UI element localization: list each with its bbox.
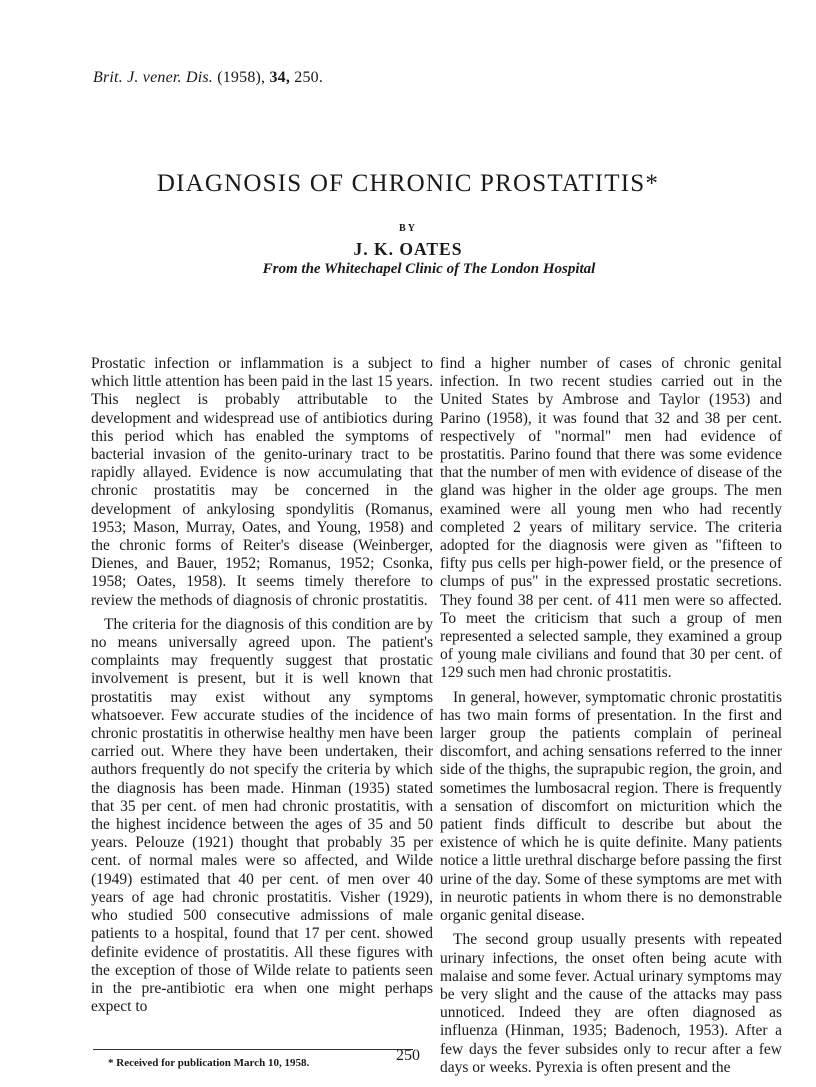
right-column — [440, 355, 782, 1077]
author-name: J. K. OATES — [353, 239, 463, 259]
paragraph: The second group usually presents with repeated urinary infections, the onset often being acute with malaise and some fever. Actual urinary symptoms may be very slight and the cause of the attacks may pass unnoticed. Indeed they are often diagnosed as influenza (Hinman, 1935; Badenoch, 1953). After a few days the fever subsides only to recur after a few days or weeks. Pyrexia is often present and the — [440, 931, 782, 1076]
journal-name: Brit. J. vener. Dis. — [93, 69, 213, 86]
author-affiliation: From the Whitechapel Clinic of The London Hospital — [262, 261, 596, 277]
paragraph: The criteria for the diagnosis of this condition are by no means universally agreed upon. The patient's complaints may frequently suggest that prostatic involvement is present, but it is well known that prostatitis may exist without any symptoms whatsoever. Few accurate studies of the incidence of chronic prostatitis in otherwise healthy men have been carried out. Where they have been undertaken, their authors frequently do not specify the criteria by which the diagnosis has been made. Hinman (1935) stated that 35 per cent. of men had chronic prostatitis, with the highest incidence between the ages of 35 and 50 years. Pelouze (1921) thought that probably 35 per cent. of normal males were so affected, and Wilde (1949) estimated that 40 per cent. of men over 40 years of age had chronic prostatitis. Visher (1929), who studied 500 consecutive admissions of male patients to a hospital, found that 17 per cent. showed definite evidence of prostatitis. All these figures with the exception of those of Wilde relate to patients seen in the pre-antibiotic era when one might perhaps expect to — [91, 615, 433, 1016]
page-number: 250 — [396, 1047, 420, 1064]
footnote: * Received for publication March 10, 1958. — [108, 1057, 310, 1069]
paragraph: Prostatic infection or inflammation is a subject to which little attention has been paid in the last 15 years. This neglect is probably attributable to the development and widespread use of antibiotics during this period which has enabled the symptoms of bacterial invasion of the genito-urinary tract to be rapidly allayed. Evidence is now accumulating that chronic prostatitis may be concerned in the development of ankylosing spondylitis (Romanus, 1953; Mason, Murray, Oates, and Young, 1958) and the chronic forms of Reiter's disease (Weinberger, Dienes, and Bauer, 1952; Romanus, 1952; Csonka, 1958; Oates, 1958). It seems timely therefore to review the methods of diagnosis of chronic prostatitis. — [91, 355, 433, 609]
paragraph: In general, however, symptomatic chronic prostatitis has two main forms of presentation. In the first and larger group the patients complain of perineal discomfort, and aching sensations referred to the inner side of the thighs, the suprapubic region, the groin, and sometimes the lumbosacral region. There is frequently a sensation of discomfort on micturition which the patient finds difficult to describe but about the existence of which he is quite definite. Many patients notice a little urethral discharge before passing the first urine of the day. Some of these symptoms are met with in neurotic patients in whom there is no demonstrable organic genital disease. — [440, 688, 782, 925]
journal-citation — [93, 69, 323, 87]
journal-page: 250. — [294, 69, 324, 86]
article-title: DIAGNOSIS OF CHRONIC PROSTATITIS* — [156, 170, 660, 197]
left-column — [91, 355, 433, 1016]
byline: BY — [399, 223, 417, 234]
journal-volume: 34, — [269, 69, 291, 86]
paragraph: find a higher number of cases of chronic genital infection. In two recent studies carried out in the United States by Ambrose and Taylor (1953) and Parino (1958), it was found that 32 and 38 per cent. respectively of "normal" men had evidence of prostatitis. Parino found that there was some evidence that the number of men with evidence of disease of the gland was higher in the older age groups. The men examined were all young men who had recently completed 2 years of military service. The criteria adopted for the diagnosis were given as "fifteen to fifty pus cells per high-power field, or the presence of clumps of pus" in the expressed prostatic secretions. They found 38 per cent. of 411 men were so affected. To meet the criticism that such a group of men represented a selected sample, they examined a group of young male civilians and found that 30 per cent. of 129 such men had chronic prostatitis. — [440, 355, 782, 682]
journal-year: (1958), — [217, 69, 266, 86]
